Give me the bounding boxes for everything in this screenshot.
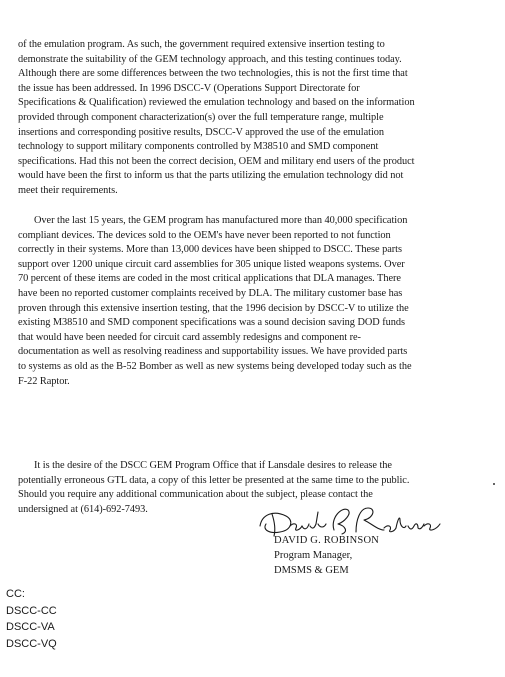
text-line: Should you require any additional communication about the subject, please contact the <box>18 489 373 501</box>
scan-speck <box>493 483 495 485</box>
text-line: demonstrate the suitability of the GEM technology approach, and this testing continues today. <box>18 53 402 65</box>
text-line: provided through component characterization(s) over the full temperature range, multiple <box>18 111 384 123</box>
text-line: of the emulation program. As such, the government required extensive insertion testing to <box>18 39 385 50</box>
text-line: specifications. Had this not been the correct decision, OEM and military end users of the product <box>18 155 415 167</box>
text-line: correctly in their systems. More than 13,000 devices have been shipped to DSCC. These parts <box>18 244 402 256</box>
text-line: compliant devices. The devices sold to the OEM's have never been reported to not function <box>18 229 391 241</box>
text-line: technology to support military components controlled by M38510 and SMD component <box>18 141 379 153</box>
text-line: F-22 Raptor. <box>18 375 70 387</box>
text-line: that would have been needed for circuit card assembly redesigns and component re- <box>18 331 361 343</box>
text-line: would have been the first to inform us that the parts utilizing the emulation technology did not <box>18 170 404 182</box>
cc-list <box>6 586 57 652</box>
text-line: proven through this extensive insertion testing, that the 1996 decision by DSCC-V to utilize the <box>18 302 409 314</box>
signer-name: DAVID G. ROBINSON <box>274 535 380 546</box>
text-line: insertions and corresponding positive results, DSCC-V approved the use of the emulation <box>18 126 385 138</box>
cc-recipient: DSCC-VA <box>6 621 55 633</box>
cc-recipient: DSCC-VQ <box>6 637 57 650</box>
cc-label: CC: <box>6 588 25 600</box>
text-line: undersigned at (614)-692-7493. <box>18 503 148 515</box>
text-line: the issue has been addressed. In 1996 DSCC-V (Operations Support Directorate for <box>18 82 360 94</box>
text-line: Although there are some differences between the two technologies, this is not the first time that <box>18 68 408 80</box>
signer-title: Program Manager, <box>274 550 353 561</box>
text-line: existing M38510 and SMD component specifications was a sound decision saving DOD funds <box>18 317 405 329</box>
text-line: meet their requirements. <box>18 184 118 196</box>
paragraph-emulation-testing <box>18 38 505 199</box>
cc-recipient: DSCC-CC <box>6 604 57 617</box>
signature-block <box>274 500 494 590</box>
paragraph-gem-program-history <box>18 214 505 389</box>
signer-department: DMSMS & GEM <box>274 565 349 576</box>
text-line: have been no reported customer complaints received by DLA. The military customer base has <box>18 287 403 299</box>
text-line: support over 1200 unique circuit card assemblies for 305 unique listed weapons systems. Over <box>18 258 405 270</box>
text-line: 70 percent of these items are coded in the most critical applications that DLA manages. There <box>18 273 401 285</box>
text-line: It is the desire of the DSCC GEM Program Office that if Lansdale desires to release the <box>34 460 392 471</box>
text-line: Over the last 15 years, the GEM program has manufactured more than 40,000 specification <box>34 215 408 226</box>
text-line: documentation as well as resolving readiness and supportability issues. We have provided parts <box>18 346 408 358</box>
text-line: to systems as old as the B-52 Bomber as well as new systems being developed today such as the <box>18 360 412 372</box>
text-line: Specifications & Qualification) reviewed the emulation technology and based on the information <box>18 97 415 109</box>
text-line: potentially erroneous GTL data, a copy of this letter be presented at the same time to the public. <box>18 474 410 486</box>
